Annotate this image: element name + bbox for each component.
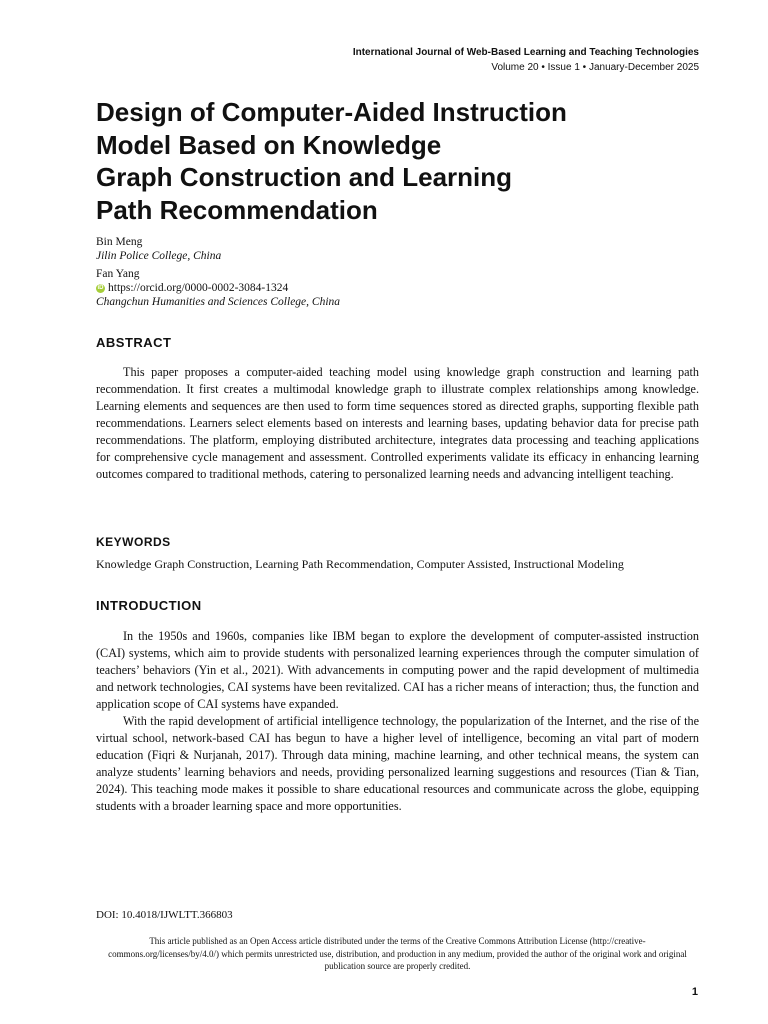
- article-title: [96, 96, 656, 226]
- doi[interactable]: DOI: 10.4018/IJWLTT.366803: [96, 909, 233, 921]
- title-line: Design of Computer-Aided Instruction: [96, 97, 567, 127]
- orcid-icon: iD: [97, 285, 104, 291]
- volume-info: Volume 20 • Issue 1 • January-December 2025: [491, 62, 699, 73]
- keywords-heading: KEYWORDS: [96, 535, 171, 549]
- abstract-text: This paper proposes a computer-aided teaching model using knowledge graph construction and learning path recommendation. It first creates a multimodal knowledge graph to illustrate complex relationships among knowledge. Learning elements and sequences are then used to form time sequences stored as directed graphs, supporting flexible path recommendations. Learners select elements based on interests and learning bases, updating behavior data for precise path recommendations. The platform, employing distributed architecture, integrates data processing and teaching applications for comprehensive cycle management and assessment. Controlled experiments validate its efficacy in enhancing learning outcomes compared to traditional methods, catering to personalized learning needs and advancing intelligent teaching.: [96, 365, 699, 481]
- author-affiliation: Jilin Police College, China: [96, 250, 222, 262]
- author-name: Fan Yang: [96, 268, 140, 280]
- page-number: 1: [691, 986, 698, 998]
- journal-header: [353, 45, 699, 75]
- orcid-row[interactable]: [96, 281, 696, 295]
- author-affiliation: Changchun Humanities and Sciences College, China: [96, 296, 341, 308]
- author-block: [96, 267, 696, 309]
- paragraph: In the 1950s and 1960s, companies like IBM began to explore the development of computer-assisted instruction (CAI) systems, which aim to provide students with personalized learning experiences through the computer simulation of teachers’ behaviors (Yin et al., 2021). With advancements in computing power and the rapid development of multimedia and network technologies, CAI systems have been revitalized. CAI has a richer means of interaction; thus, the function and application scope of CAI systems have expanded.: [96, 629, 699, 711]
- abstract-heading: ABSTRACT: [96, 335, 172, 350]
- author-block: [96, 235, 696, 263]
- title-line: Model Based on Knowledge: [96, 129, 442, 160]
- keywords-text: Knowledge Graph Construction, Learning Path Recommendation, Computer Assisted, Instructional Modeling: [96, 557, 624, 571]
- author-list: [96, 235, 696, 313]
- title-line: Path Recommendation: [96, 194, 378, 225]
- title-line: Graph Construction and Learning: [96, 162, 513, 192]
- license-notice: This article published as an Open Access article distributed under the terms of the Creative Commons Attribution License (http://creative-commons.org/licenses/by/4.0/) which permits unrestricted use, distribution, and production in any medium, provided the author of the original work and original publication source are properly credited.: [108, 936, 687, 971]
- introduction-heading: INTRODUCTION: [96, 598, 202, 613]
- author-name: Bin Meng: [96, 236, 143, 248]
- introduction-body: [96, 628, 699, 815]
- paragraph: With the rapid development of artificial intelligence technology, the popularization of the Internet, and the rise of the virtual school, network-based CAI has begun to have a higher level of intelligence, becoming an vital part of modern education (Fiqri & Nurjanah, 2017). Through data mining, machine learning, and other technical means, the system can analyze students’ learning behaviors and needs, providing personalized learning suggestions and resources (Tian & Tian, 2024). This teaching mode makes it possible to share educational resources and communicate across the globe, equipping students with a broader learning space and more opportunities.: [96, 714, 699, 813]
- journal-name: International Journal of Web-Based Learning and Teaching Technologies: [352, 47, 699, 58]
- orcid-link[interactable]: https://orcid.org/0000-0002-3084-1324: [108, 282, 289, 294]
